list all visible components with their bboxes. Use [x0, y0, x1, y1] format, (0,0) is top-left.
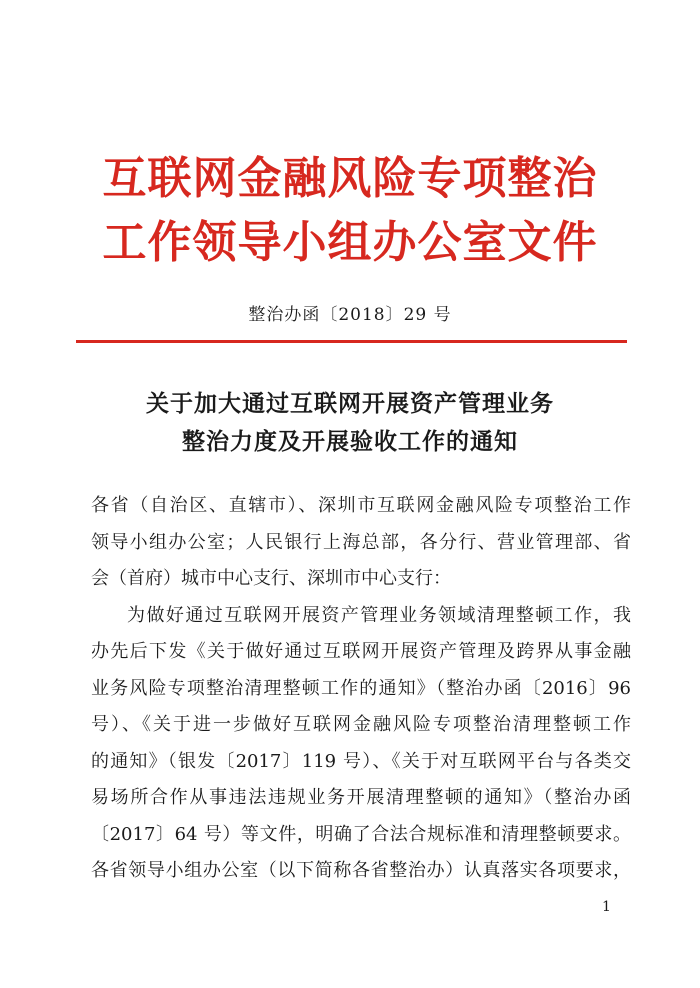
- body-line: 的通知》（银发〔2017〕119 号）、《关于对互联网平台与各类交: [91, 750, 631, 772]
- body-line: 各省（自治区、直辖市）、深圳市互联网金融风险专项整治工作: [91, 495, 631, 516]
- notice-title-line-2: 整治力度及开展验收工作的通知: [182, 428, 518, 455]
- body-line: 办先后下发《关于做好通过互联网开展资产管理及跨界从事金融: [91, 641, 631, 662]
- red-divider-line: [76, 340, 627, 343]
- header-title-line-1: 互联网金融风险专项整治: [102, 153, 598, 204]
- body-line: 领导小组办公室；人民银行上海总部，各分行、营业管理部、省: [91, 531, 631, 553]
- header-title-line-2: 工作领导小组办公室文件: [102, 217, 598, 268]
- body-line: 为做好通过互联网开展资产管理业务领域清理整顿工作，我: [127, 604, 631, 626]
- body-line: 〔2017〕64 号）等文件，明确了合法合规标准和清理整顿要求。: [91, 823, 631, 845]
- body-line: 易场所合作从事违法违规业务开展清理整顿的通知》（整治办函: [91, 787, 631, 808]
- body-line: 会（首府）城市中心支行、深圳市中心支行：: [91, 568, 451, 589]
- body-line: 各省领导小组办公室（以下简称各省整治办）认真落实各项要求，: [91, 860, 631, 881]
- notice-title-line-1: 关于加大通过互联网开展资产管理业务: [146, 390, 554, 417]
- body-line: 号）、《关于进一步做好互联网金融风险专项整治清理整顿工作: [91, 714, 631, 735]
- body-line: 业务风险专项整治清理整顿工作的通知》（整治办函〔2016〕96: [91, 677, 631, 699]
- document-number: 整治办函〔2018〕29 号: [248, 305, 452, 325]
- page-number: 1: [602, 899, 611, 915]
- body-text: [91, 488, 631, 890]
